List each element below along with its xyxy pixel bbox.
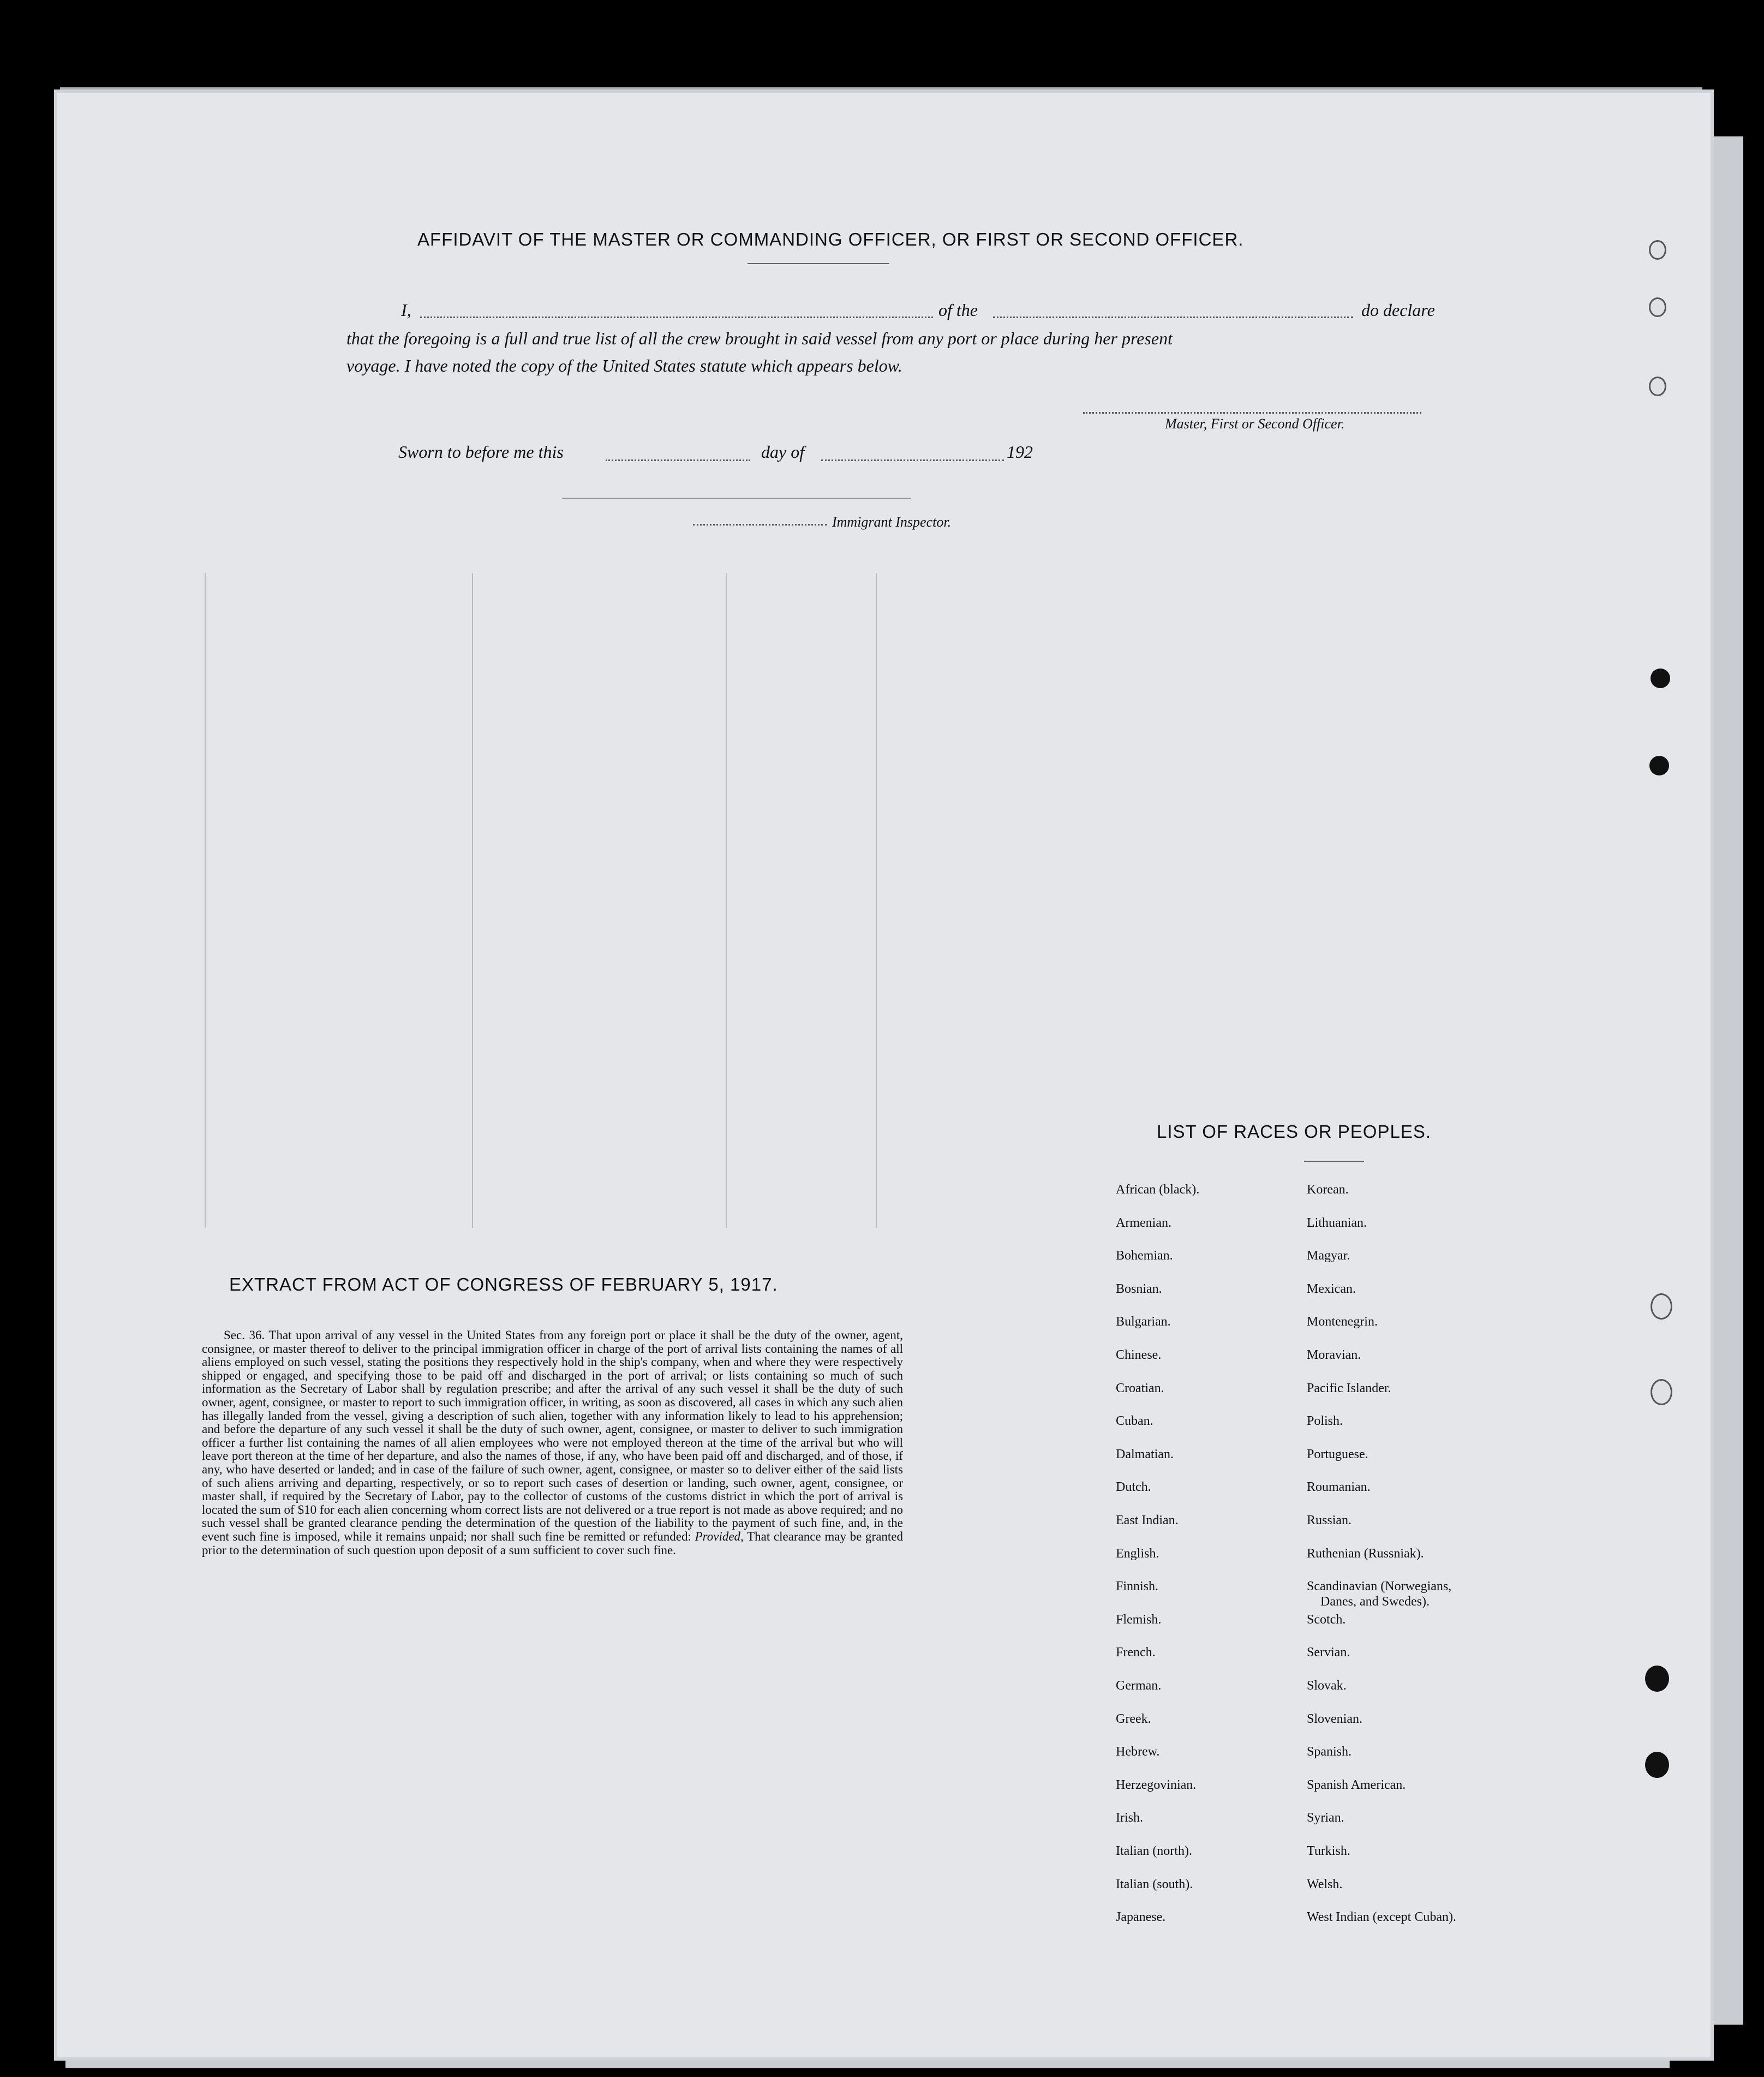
race-item: Flemish. [1116, 1612, 1162, 1627]
race-item: Spanish. [1307, 1745, 1352, 1759]
race-item: Spanish American. [1307, 1777, 1406, 1792]
sworn-prefix: Sworn to before me this [398, 442, 564, 462]
race-item: Korean. [1307, 1183, 1349, 1197]
sheet-edge-right [1713, 136, 1743, 2025]
race-item: Japanese. [1116, 1910, 1166, 1925]
affidavit-of-the: of the [938, 300, 978, 320]
race-item: Cuban. [1116, 1414, 1153, 1429]
statute-body-part2: That clearance may be granted prior to the determination of such question upon deposit of a sum sufficient to cover such fine. [202, 1529, 904, 1557]
affidavit-line2: that the foregoing is a full and true list of all the crew brought in said vessel from any port or place during her present [346, 329, 1173, 348]
race-item: Scandinavian (Norwegians, [1307, 1579, 1452, 1594]
race-item: Italian (south). [1116, 1877, 1193, 1891]
binder-hole-open [1649, 377, 1666, 396]
race-item: Lithuanian. [1307, 1215, 1367, 1230]
race-item: Herzegovinian. [1116, 1777, 1197, 1792]
race-item: Danes, and Swedes). [1320, 1595, 1430, 1609]
sworn-year: 192 [1007, 442, 1033, 462]
race-item: Slovenian. [1307, 1711, 1362, 1726]
statute-body-part1: That upon arrival of any vessel in the United States from any foreign port or place it shall be the duty of the owner, agent, consignee, or master thereof to deliver to the principal immigration officer in charge of the port of arrival lists containing the names of all aliens employed on such vessel, stating the positions they respectively hold in the ship's company, when and where they were respectively shipped or engaged, and specifying those to be paid off and discharged in the port of arrival; or lists containing so much of such information as the Secretary of Labor shall by regulation prescribe; and after the arrival of any such vessel it shall be the duty of such owner, agent, consignee, or master to report to such immigration officer, in writing, as soon as discovered, all cases in which any such alien has illegally landed from the vessel, giving a description of such alien, together with any information likely to lead to his apprehension; and before the departure of any such vessel it shall be the duty of such owner, agent, consignee, or master to deliver to such immigration officer a further list containing the names of all alien employees who were not employed thereon at the time of the arrival but who will leave port thereon at the time of her departure, and also the names of those, if any, who have been paid off and discharged, and of those, if any, who have deserted or landed; and in case of the failure of such owner, agent, consignee, or master so to deliver either of the said lists of such aliens arriving and departing, respectively, or so to report such cases of desertion or landing, such owner, agent, consignee, or master shall, if required by the Secretary of Labor, pay to the collector of customs of the customs district in which the port of arrival is located the sum of $10 for each alien concerning whom correct lists are not delivered or a true report is not made as above required; and no such vessel shall be granted clearance pending the determination of the question of the liability to the payment of such fine, and, in the event such fine is imposed, while it remains unpaid; nor shall such fine be remitted or refunded: [202, 1328, 903, 1543]
master-signature-caption: Master, First or Second Officer. [1165, 416, 1345, 432]
binder-hole-torn [1651, 669, 1670, 688]
sheet-edge-top [60, 87, 1702, 92]
binder-hole-punched [1645, 1752, 1669, 1778]
race-item: Portuguese. [1307, 1447, 1368, 1461]
affidavit-title: AFFIDAVIT OF THE MASTER OR COMMANDING OFFICER, OR FIRST OR SECOND OFFICER. [417, 229, 1244, 249]
vessel-blank[interactable] [993, 317, 1353, 318]
races-title-underline [1304, 1161, 1364, 1162]
name-blank[interactable] [420, 317, 933, 318]
race-item: West Indian (except Cuban). [1307, 1910, 1456, 1925]
race-item: Dalmatian. [1116, 1447, 1174, 1461]
bleed-column-line [205, 573, 206, 1228]
race-item: English. [1116, 1546, 1159, 1561]
races-title: LIST OF RACES OR PEOPLES. [1157, 1121, 1432, 1142]
race-item: Finnish. [1116, 1579, 1159, 1594]
race-item: East Indian. [1116, 1513, 1179, 1527]
statute-provided: Provided, [695, 1529, 744, 1543]
statute-section: Sec. 36. [224, 1328, 265, 1342]
binder-hole-open [1649, 297, 1666, 317]
race-item: Magyar. [1307, 1249, 1350, 1263]
inspector-signature-blank[interactable] [693, 524, 827, 526]
race-item: Welsh. [1307, 1877, 1343, 1891]
sworn-day-blank[interactable] [606, 459, 750, 461]
race-item: Pacific Islander. [1307, 1381, 1391, 1395]
statute-text [202, 1329, 903, 1557]
race-item: Chinese. [1116, 1348, 1162, 1362]
race-item: Russian. [1307, 1513, 1352, 1527]
affidavit-line3: voyage. I have noted the copy of the United States statute which appears below. [346, 356, 902, 375]
race-item: Slovak. [1307, 1679, 1347, 1693]
sworn-month-blank[interactable] [821, 459, 1004, 461]
race-item: Polish. [1307, 1414, 1343, 1429]
race-item: Bulgarian. [1116, 1315, 1171, 1329]
race-item: Armenian. [1116, 1215, 1171, 1230]
race-item: Hebrew. [1116, 1745, 1160, 1759]
race-item: Greek. [1116, 1711, 1151, 1726]
race-item: African (black). [1116, 1183, 1200, 1197]
binder-hole-open [1651, 1293, 1672, 1320]
binder-hole-punched [1645, 1666, 1669, 1692]
race-item: Ruthenian (Russniak). [1307, 1546, 1424, 1561]
binder-hole-torn [1649, 756, 1669, 775]
race-item: Servian. [1307, 1645, 1350, 1660]
affidavit-do-declare: do declare [1361, 300, 1435, 320]
affidavit-title-underline [748, 263, 889, 264]
binder-hole-open [1649, 240, 1666, 260]
bleed-column-line [876, 573, 877, 1228]
inspector-caption: Immigrant Inspector. [832, 514, 952, 530]
binder-hole-open [1651, 1379, 1672, 1405]
inspector-upper-line [562, 498, 911, 499]
race-item: Moravian. [1307, 1348, 1361, 1362]
bleed-through-handwriting [919, 557, 930, 688]
race-item: French. [1116, 1645, 1156, 1660]
sworn-day-of: day of [761, 442, 805, 462]
race-item: Turkish. [1307, 1844, 1350, 1858]
master-signature-blank[interactable] [1083, 412, 1421, 414]
race-item: Irish. [1116, 1811, 1143, 1825]
race-item: Scotch. [1307, 1612, 1346, 1627]
affidavit-i: I, [401, 300, 411, 320]
extract-title: EXTRACT FROM ACT OF CONGRESS OF FEBRUARY 5, 1917. [229, 1274, 778, 1294]
race-item: German. [1116, 1679, 1162, 1693]
race-item: Mexican. [1307, 1281, 1356, 1296]
race-item: Dutch. [1116, 1480, 1151, 1495]
race-item: Roumanian. [1307, 1480, 1371, 1495]
race-item: Bohemian. [1116, 1249, 1173, 1263]
race-item: Bosnian. [1116, 1281, 1162, 1296]
race-item: Italian (north). [1116, 1844, 1192, 1858]
sheet-edge-bottom [65, 2057, 1670, 2068]
race-item: Montenegrin. [1307, 1315, 1378, 1329]
race-item: Syrian. [1307, 1811, 1344, 1825]
race-item: Croatian. [1116, 1381, 1164, 1395]
bleed-column-line [726, 573, 727, 1228]
document-page [57, 93, 1711, 2057]
bleed-column-line [472, 573, 473, 1228]
